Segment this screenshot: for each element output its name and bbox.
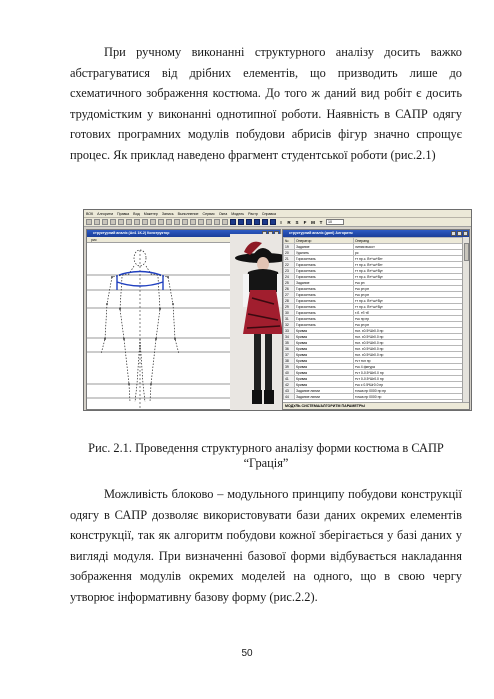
arrow-icon[interactable] [262,219,268,225]
table-row[interactable] [284,394,464,400]
paragraph-intro [70,42,462,165]
row-number: 28 [284,298,295,304]
paragraph-modular [70,484,462,607]
row-operator: Кривая [295,328,354,334]
tool-letter-button[interactable]: T [319,219,323,225]
row-operand: тт пр.с. Вт+ш+Вуг [354,304,464,310]
tool-icon[interactable] [206,219,212,225]
tool-icon[interactable] [158,219,164,225]
tool-icon[interactable] [94,219,100,225]
row-number: 33 [284,328,295,334]
zoom-input[interactable]: 10 [326,219,344,225]
menu-item[interactable]: Алгоритм [97,211,114,216]
row-operand: точка пр 0000 пр пр [354,388,464,394]
algorithm-table [283,237,464,400]
row-operator: Горизонталь [295,256,354,262]
row-operand: ткл. х0.5*Шг0.0 пр [354,340,464,346]
row-number: 23 [284,268,295,274]
figure-caption: Рис. 2.1. Проведення структурного аналізу форми костюма в САПР “Грація” [88,441,444,470]
algorithm-statusbar: МОДУЛЬ СИСТЕМА/АЛГОРИТМ ПАРАМЕТРЫ [283,402,469,409]
menu-item[interactable]: Растр [248,211,258,216]
row-operand: точка пр 0000 пр [354,394,464,400]
figure-cad-screenshot [83,209,472,411]
row-operator: Горизонталь [295,310,354,316]
row-operand: тчк пр пр [354,316,464,322]
tool-icon[interactable] [126,219,132,225]
row-operator: Горизонталь [295,262,354,268]
row-operator: Горизонталь [295,322,354,328]
construction-subbar: рис [87,237,280,243]
tool-letter-button[interactable]: S [295,219,299,225]
row-number: 22 [284,262,295,268]
tool-letter-button[interactable]: F [303,219,307,225]
row-number: 26 [284,286,295,292]
row-operand: тчк рп рп [354,292,464,298]
row-operand: тчк 4 фигура [354,364,464,370]
row-operand: тчт 0-0.5*Шг0.0 пр [354,370,464,376]
row-number: 39 [284,364,295,370]
tool-icon[interactable] [190,219,196,225]
menu-item[interactable]: Справка [261,211,276,216]
arrow-icon[interactable] [238,219,244,225]
row-operand: тчт ткл пр [354,358,464,364]
tool-icon[interactable] [102,219,108,225]
vertical-scrollbar[interactable] [462,237,469,405]
tool-icon[interactable] [86,219,92,225]
tool-icon[interactable] [134,219,140,225]
row-operator: Горизонталь [295,268,354,274]
row-number: 41 [284,376,295,382]
row-operand: тчк рп рп [354,322,464,328]
row-operator: Кривая [295,382,354,388]
row-number: 25 [284,280,295,286]
row-operator: Горизонталь [295,298,354,304]
row-operand: тт пр.с. Вт+ш+Вуг [354,268,464,274]
minimize-icon[interactable] [451,231,456,236]
row-operand: ткл. х0.5*Шг0.0 пр [354,352,464,358]
tool-icon[interactable] [110,219,116,225]
menu-item[interactable]: Окна [218,211,228,216]
row-operator: Горизонталь [295,304,354,310]
scrollbar-thumb[interactable] [464,243,469,261]
row-number: 37 [284,352,295,358]
row-operator: Горизонталь [295,274,354,280]
row-number: 20 [284,250,295,256]
row-number: 40 [284,370,295,376]
row-number: 35 [284,340,295,346]
row-operand: ткл. х0.5*Шг0.0 пр [354,346,464,352]
close-icon[interactable] [463,231,468,236]
tool-icon[interactable] [142,219,148,225]
tool-icon[interactable] [222,219,228,225]
row-number: 43 [284,388,295,394]
row-operator: Кривая [295,334,354,340]
arrow-icon[interactable] [230,219,236,225]
menu-item[interactable]: Модель [231,211,245,216]
tool-icon[interactable] [118,219,124,225]
row-number: 38 [284,358,295,364]
row-operator: Горизонталь [295,292,354,298]
tool-icon[interactable] [214,219,220,225]
paragraph-modular-text: Можливість блоково – модульного принципу побудови конструкції одягу в САПР дозволяє використовувати бази даних окремих елементів конструкції, так як алгоритм побудови кожної зберігається у базі даних у вигляді модуля. При визначенні базової форми відбувається накладання зображення модулів окремих моделей на одного, що в свою чергу утворює інформативну базову форму (рис.2.2). [70,487,462,604]
row-number: 24 [284,274,295,280]
row-number: 27 [284,292,295,298]
page-number: 50 [241,648,253,659]
row-operator: Горизонталь [295,316,354,322]
row-operand: тчк с 0.5*Шг0.0 пр [354,382,464,388]
column-header-operator: Оператор [295,238,354,244]
tool-icon[interactable] [198,219,204,225]
tool-icon[interactable] [174,219,180,225]
row-operator: Кривая [295,370,354,376]
row-operator: Кривая [295,364,354,370]
arrow-icon[interactable] [270,219,276,225]
row-operand: линия высот [354,244,464,250]
tool-icon[interactable] [166,219,172,225]
row-number: 36 [284,346,295,352]
row-operator: Задание линии [295,394,354,400]
row-number: 34 [284,334,295,340]
menu-item[interactable]: Выполнение [177,211,199,216]
construction-window-title: структурний аналіз (Ан1 1К-2) Конструктор [87,230,280,237]
row-number: 44 [284,394,295,400]
row-operand: тчт 0-0.5*Шг0.0 пр [354,376,464,382]
row-number: 42 [284,382,295,388]
row-operand: рс [354,250,464,256]
algorithm-window [282,229,470,410]
arrow-icon[interactable] [246,219,252,225]
row-operand: ткл. х0.5*Шг0.0 пр [354,334,464,340]
tool-letter-button[interactable]: I [280,219,282,225]
row-operator: Кривая [295,346,354,352]
row-operator: Горизонталь [295,286,354,292]
menu-item[interactable]: Вид [133,211,140,216]
menu-item[interactable]: Запись [161,211,174,216]
row-operand: ткл. х0.5*Шг0.0 пр [354,328,464,334]
tool-letter-button[interactable]: M [311,219,315,225]
menu-item[interactable]: Макетер [143,211,158,216]
row-number: 29 [284,304,295,310]
row-operand: тт пр.с. Вт+ш+Вуг [354,298,464,304]
tool-icon[interactable] [150,219,156,225]
row-number: 32 [284,322,295,328]
row-operand: т.б. тб тб [354,310,464,316]
menu-item[interactable]: ВОК [86,211,94,216]
menu-item[interactable]: Сервис [202,211,215,216]
row-operator: Кривая [295,340,354,346]
row-number: 19 [284,244,295,250]
row-operand: тт пр.с. Вт+ш+Вгт [354,262,464,268]
algorithm-window-title: структурний аналіз (дані) Алгоритм [283,230,469,237]
row-operand: тт пр.с. Вт+ш+Вуг [354,274,464,280]
row-number: 30 [284,310,295,316]
column-header-operand: Операнд [354,238,464,244]
row-operator: Кривая [295,352,354,358]
arrow-icon[interactable] [254,219,260,225]
cad-menubar [84,210,471,218]
tool-icon[interactable] [182,219,188,225]
menu-item[interactable]: Правка [117,211,130,216]
tool-letter-button[interactable]: R [287,219,291,225]
row-number: 21 [284,256,295,262]
row-number: 31 [284,316,295,322]
row-operator: Удалить [295,250,354,256]
row-operator: Задание линии [295,388,354,394]
paragraph-intro-text: При ручному виконанні структурного аналізу досить важко абстрагуватися від дрібних елементів, що призводить лише до схематичного зображення костюма. До того ж даний вид робіт є досить трудомістким у виконанні однотипної роботи. Наявність в САПР одягу готових програмних модулів побудови абрисів фігур значно спрощує процес. Як приклад наведено фрагмент студентської роботи (рис.2.1) [70,45,462,162]
cad-toolbar [84,218,471,227]
row-operand: тчк рп [354,280,464,286]
row-operand: тчк рп рп [354,286,464,292]
row-operator: Кривая [295,358,354,364]
row-operator: Задание [295,244,354,250]
maximize-icon[interactable] [457,231,462,236]
column-header-number: № [284,238,295,244]
row-operator: Кривая [295,376,354,382]
row-operator: Задание [295,280,354,286]
row-operand: тт пр.с. Вт+ш+Вгт [354,256,464,262]
